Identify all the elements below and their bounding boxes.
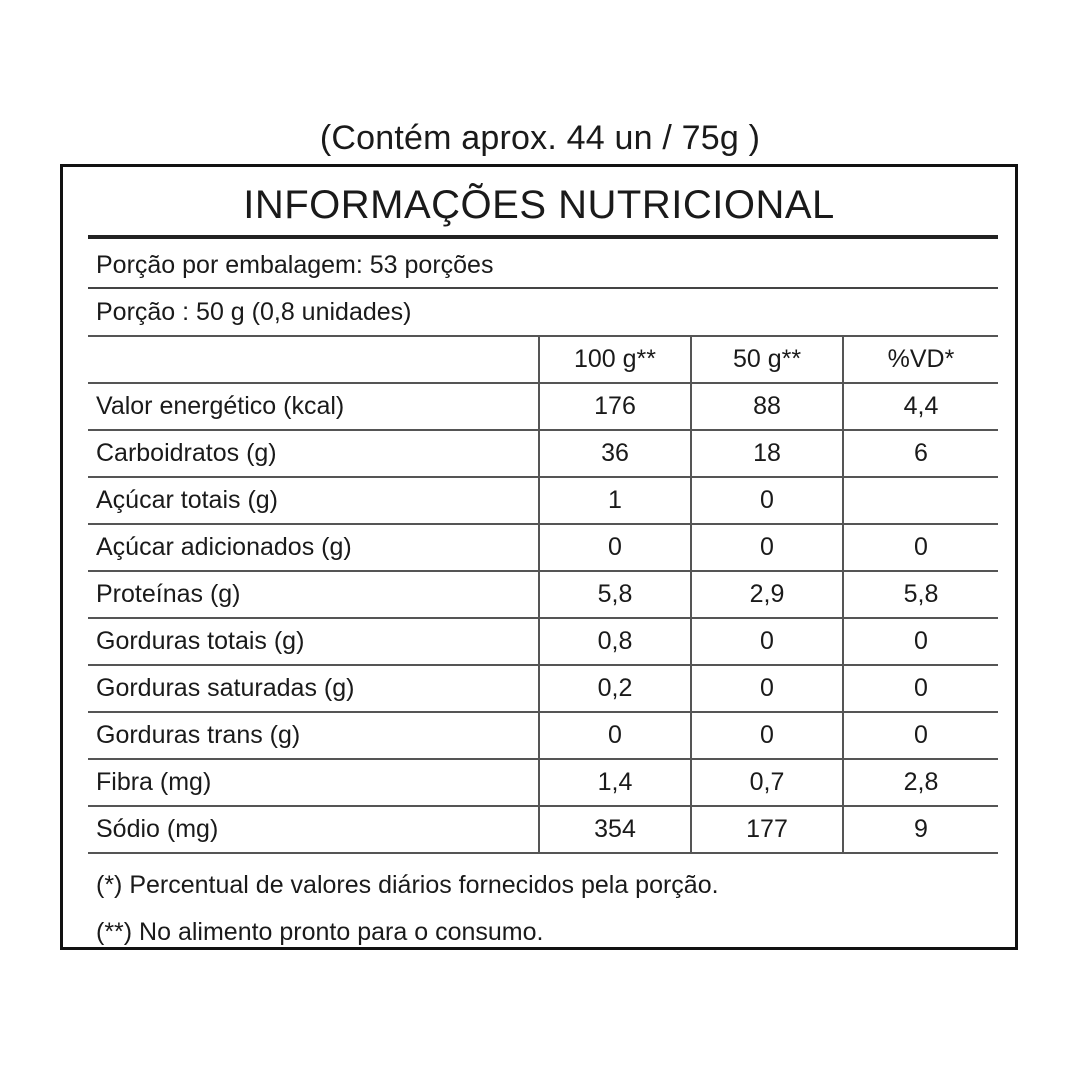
- table-row: [88, 477, 998, 524]
- value-daily-percent: 4,4: [843, 383, 998, 430]
- value-per-100g: 0: [539, 712, 691, 759]
- nutrient-label: Carboidratos (g): [88, 430, 539, 477]
- table-row: [88, 618, 998, 665]
- serving-divider: [88, 287, 998, 289]
- nutrient-label: Açúcar totais (g): [88, 477, 539, 524]
- nutrient-label: Açúcar adicionados (g): [88, 524, 539, 571]
- value-per-100g: 0: [539, 524, 691, 571]
- table-row: [88, 806, 998, 853]
- table-row: [88, 665, 998, 712]
- nutrient-label: Fibra (mg): [88, 759, 539, 806]
- value-per-50g: 18: [691, 430, 843, 477]
- table-row: [88, 524, 998, 571]
- value-per-50g: 0: [691, 477, 843, 524]
- nutrient-label: Valor energético (kcal): [88, 383, 539, 430]
- nutrition-facts-panel: [60, 164, 1018, 950]
- value-per-100g: 1: [539, 477, 691, 524]
- value-per-100g: 5,8: [539, 571, 691, 618]
- nutrition-title: INFORMAÇÕES NUTRICIONAL: [243, 183, 835, 227]
- value-per-50g: 177: [691, 806, 843, 853]
- value-daily-percent: 0: [843, 618, 998, 665]
- package-content-note: (Contém aprox. 44 un / 75g ): [319, 119, 761, 157]
- value-per-50g: 2,9: [691, 571, 843, 618]
- value-daily-percent: 0: [843, 712, 998, 759]
- column-header-per-100g: 100 g**: [539, 336, 691, 383]
- value-daily-percent: 5,8: [843, 571, 998, 618]
- nutrient-label: Proteínas (g): [88, 571, 539, 618]
- nutrition-table: [88, 335, 998, 854]
- value-per-100g: 176: [539, 383, 691, 430]
- footnote-ready-to-eat: (**) No alimento pronto para o consumo.: [96, 918, 544, 946]
- value-per-100g: 1,4: [539, 759, 691, 806]
- value-per-50g: 88: [691, 383, 843, 430]
- value-per-50g: 0: [691, 618, 843, 665]
- value-daily-percent: 0: [843, 665, 998, 712]
- serving-size: Porção : 50 g (0,8 unidades): [96, 298, 412, 326]
- title-divider: [88, 235, 998, 239]
- value-daily-percent: 9: [843, 806, 998, 853]
- table-row: [88, 571, 998, 618]
- value-per-100g: 354: [539, 806, 691, 853]
- table-row: [88, 759, 998, 806]
- column-header-nutrient: [88, 336, 539, 383]
- value-per-50g: 0: [691, 524, 843, 571]
- value-per-100g: 0,8: [539, 618, 691, 665]
- nutrient-label: Gorduras saturadas (g): [88, 665, 539, 712]
- nutrient-label: Sódio (mg): [88, 806, 539, 853]
- table-row: [88, 383, 998, 430]
- table-row: [88, 712, 998, 759]
- value-daily-percent: [843, 477, 998, 524]
- value-per-100g: 0,2: [539, 665, 691, 712]
- servings-per-package: Porção por embalagem: 53 porções: [96, 251, 494, 279]
- value-daily-percent: 6: [843, 430, 998, 477]
- column-header-per-50g: 50 g**: [691, 336, 843, 383]
- column-header-daily-value: %VD*: [843, 336, 998, 383]
- nutrient-label: Gorduras trans (g): [88, 712, 539, 759]
- value-daily-percent: 2,8: [843, 759, 998, 806]
- nutrient-label: Gorduras totais (g): [88, 618, 539, 665]
- table-header-row: [88, 336, 998, 383]
- table-row: [88, 430, 998, 477]
- value-per-50g: 0: [691, 712, 843, 759]
- value-daily-percent: 0: [843, 524, 998, 571]
- footnote-daily-value: (*) Percentual de valores diários fornecidos pela porção.: [96, 871, 719, 899]
- value-per-50g: 0,7: [691, 759, 843, 806]
- value-per-100g: 36: [539, 430, 691, 477]
- value-per-50g: 0: [691, 665, 843, 712]
